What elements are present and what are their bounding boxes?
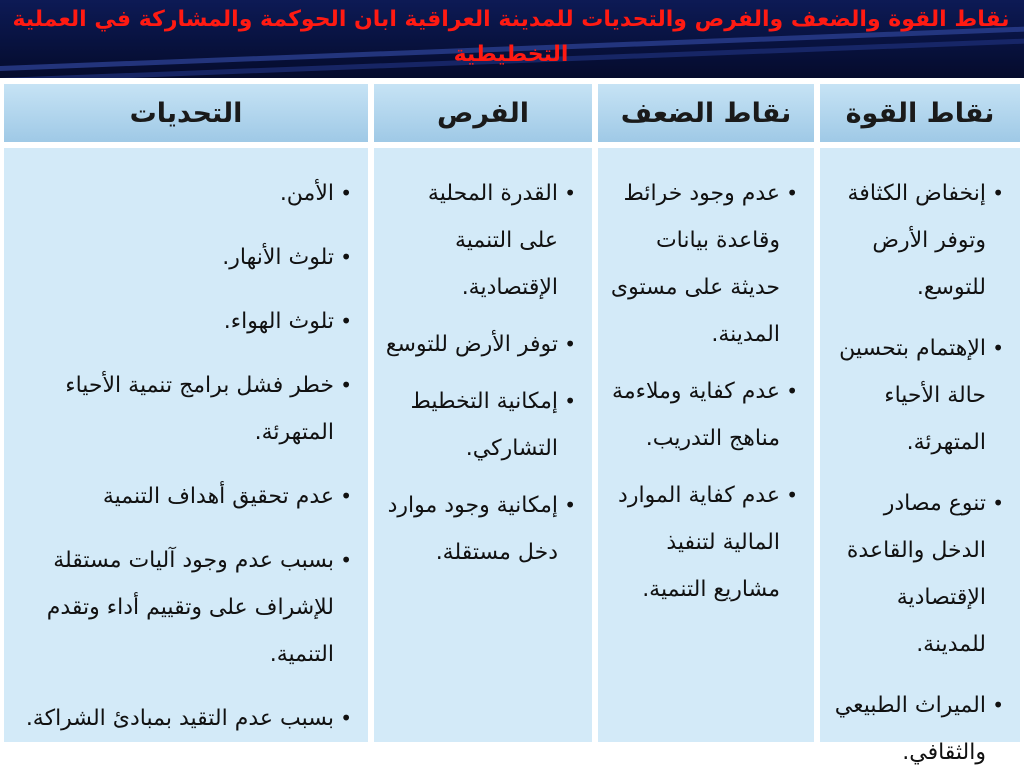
list-item: • إمكانية التخطيط التشاركي. xyxy=(384,378,572,472)
list-item: • الإهتمام بتحسين حالة الأحياء المتهرئة. xyxy=(830,325,1000,466)
list-item: • تلوث الأنهار. xyxy=(14,234,348,281)
list-item: • القدرة المحلية على التنمية الإقتصادية. xyxy=(384,170,572,311)
weaknesses-cell xyxy=(598,148,814,742)
weaknesses-list xyxy=(608,170,794,613)
header-opportunities: الفرص xyxy=(374,84,592,142)
list-item: • خطر فشل برامج تنمية الأحياء المتهرئة. xyxy=(14,362,348,456)
list-item: • إمكانية وجود موارد دخل مستقلة. xyxy=(384,482,572,576)
list-item: • تنوع مصادر الدخل والقاعدة الإقتصادية للمدينة. xyxy=(830,480,1000,668)
list-item: • عدم كفاية وملاءمة مناهج التدريب. xyxy=(608,368,794,462)
strengths-cell xyxy=(820,148,1020,765)
list-item: • توفر الأرض للتوسع xyxy=(384,321,572,368)
opportunities-list xyxy=(384,170,572,576)
table-header-row xyxy=(0,84,1024,142)
list-item: • عدم وجود خرائط وقاعدة بيانات حديثة على مستوى المدينة. xyxy=(608,170,794,358)
slide-title: نقاط القوة والضعف والفرص والتحديات للمدينة العراقية ابان الحوكمة والمشاركة في العملية التخطيطية xyxy=(12,7,1010,67)
header-challenges: التحديات xyxy=(4,84,368,142)
table-body-row xyxy=(0,148,1024,765)
list-item: • الميراث الطبيعي والثقافي. xyxy=(830,682,1000,776)
strengths-list xyxy=(830,170,1000,776)
list-item: • بسبب عدم وجود آليات مستقلة للإشراف على وتقييم أداء وتقدم التنمية. xyxy=(14,537,348,678)
challenges-list xyxy=(14,170,348,742)
list-item: • إنخفاض الكثافة وتوفر الأرض للتوسع. xyxy=(830,170,1000,311)
list-item: • عدم تحقيق أهداف التنمية xyxy=(14,473,348,520)
opportunities-cell xyxy=(374,148,592,742)
swot-table xyxy=(0,82,1024,765)
challenges-cell xyxy=(4,148,368,742)
header-strengths: نقاط القوة xyxy=(820,84,1020,142)
list-item: • بسبب عدم التقيد بمبادئ الشراكة. xyxy=(14,695,348,742)
list-item: • تلوث الهواء. xyxy=(14,298,348,345)
title-bar xyxy=(0,0,1024,78)
list-item: • الأمن. xyxy=(14,170,348,217)
list-item: • عدم كفاية الموارد المالية لتنفيذ مشاريع التنمية. xyxy=(608,472,794,613)
header-weaknesses: نقاط الضعف xyxy=(598,84,814,142)
